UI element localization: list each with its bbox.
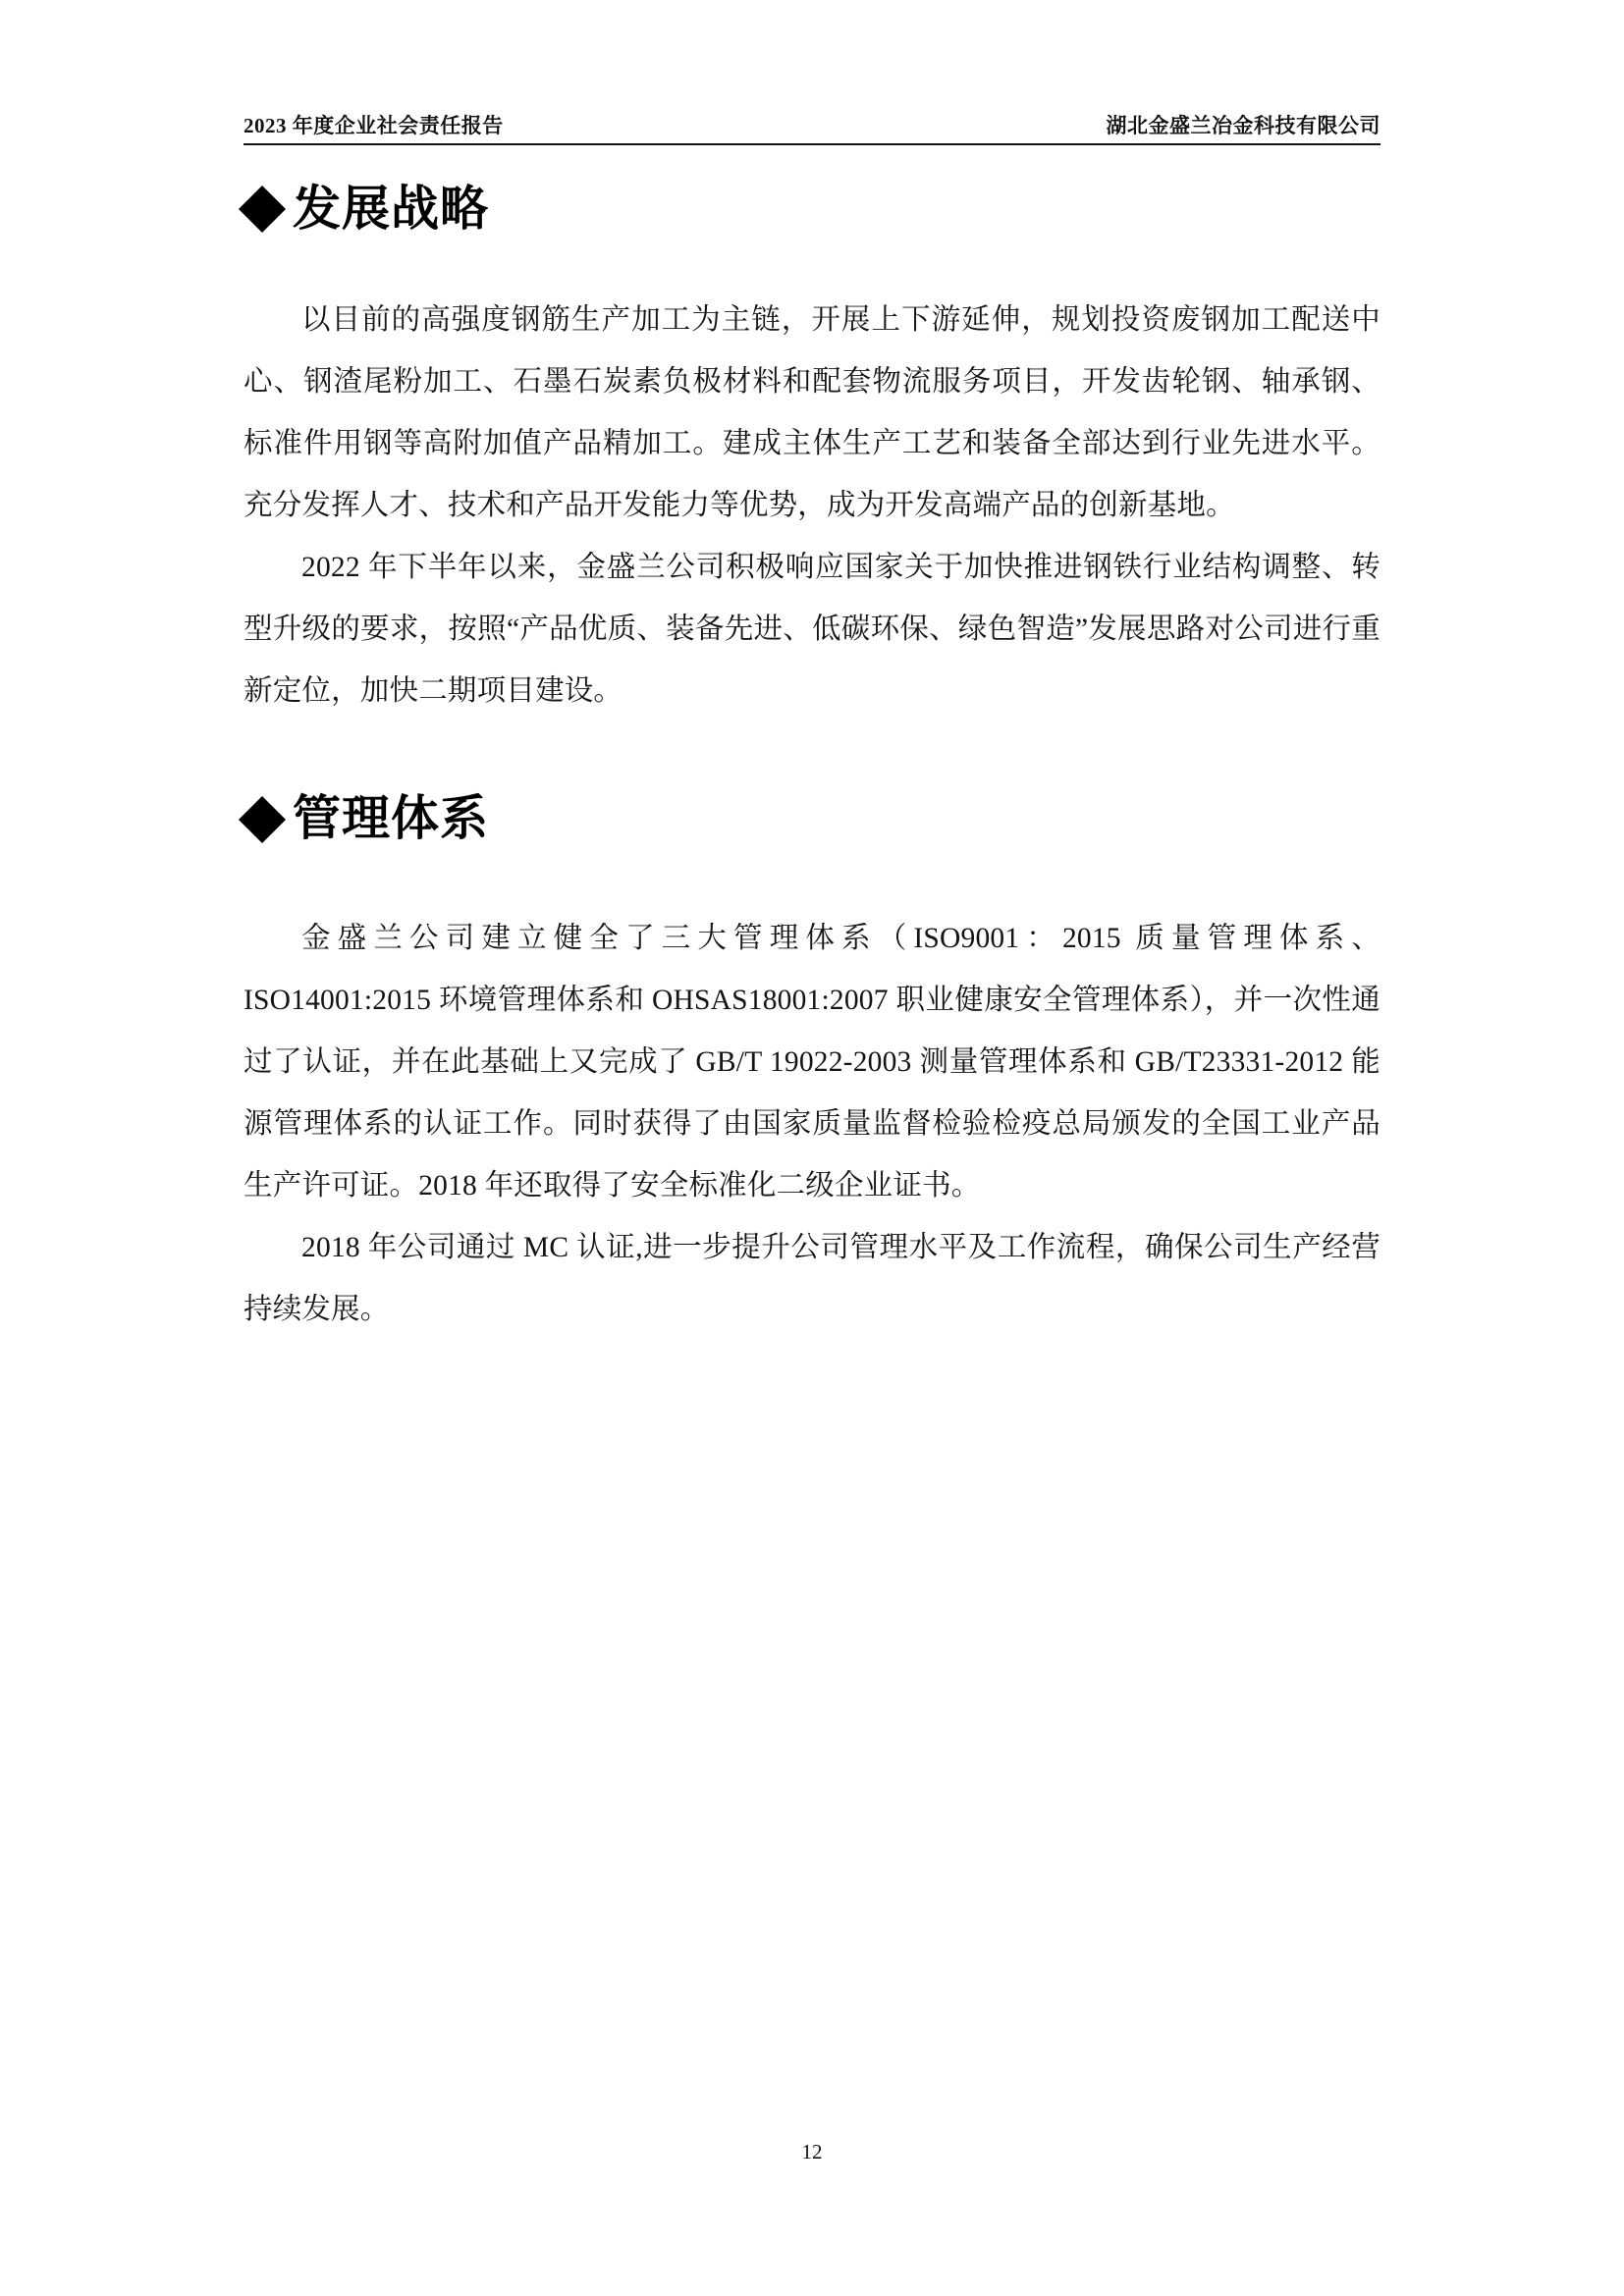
- paragraph: 以目前的高强度钢筋生产加工为主链，开展上下游延伸，规划投资废钢加工配送中心、钢渣尾粉加工、石墨石炭素负极材料和配套物流服务项目，开发齿轮钢、轴承钢、标准件用钢等高附加值产品精加工。建成主体生产工艺和装备全部达到行业先进水平。充分发挥人才、技术和产品开发能力等优势，成为开发高端产品的创新基地。: [244, 304, 1380, 522]
- spacer: [244, 722, 1380, 791]
- section-heading-management-system: [244, 791, 1380, 846]
- paragraph: 2022 年下半年以来，金盛兰公司积极响应国家关于加快推进钢铁行业结构调整、转型升级的要求，按照“产品优质、装备先进、低碳环保、绿色智造”发展思路对公司进行重新定位，加快二期项目建设。: [244, 552, 1380, 708]
- page-content: [244, 182, 1380, 1341]
- header-left-text: 2023 年度企业社会责任报告: [244, 114, 504, 137]
- paragraph: 2018 年公司通过 MC 认证,进一步提升公司管理水平及工作流程，确保公司生产经营持续发展。: [244, 1231, 1380, 1325]
- diamond-bullet-icon: [239, 186, 286, 233]
- header-divider: [244, 143, 1380, 145]
- section-heading-text: 发展战略: [293, 182, 490, 236]
- paragraph: 金盛兰公司建立健全了三大管理体系（ISO9001：2015 质量管理体系、ISO14001:2015 环境管理体系和 OHSAS18001:2007 职业健康安全管理体系），并一次性通过了认证，并在此基础上又完成了 GB/T 19022-2003 测量管理体系和 GB/T23331-2012 能源管理体系的认证工作。同时获得了由国家质量监督检验检疫总局颁发的全国工业产品生产许可证。2018 年还取得了安全标准化二级企业证书。: [244, 922, 1380, 1201]
- spacer: [244, 847, 1380, 908]
- section-heading-development-strategy: [244, 182, 1380, 237]
- section-heading-text: 管理体系: [293, 791, 490, 846]
- page-number: 12: [801, 2140, 823, 2163]
- header-right-text: 湖北金盛兰冶金科技有限公司: [1106, 114, 1380, 137]
- spacer: [244, 237, 1380, 290]
- diamond-bullet-icon: [239, 795, 286, 842]
- page-header: [244, 110, 1380, 139]
